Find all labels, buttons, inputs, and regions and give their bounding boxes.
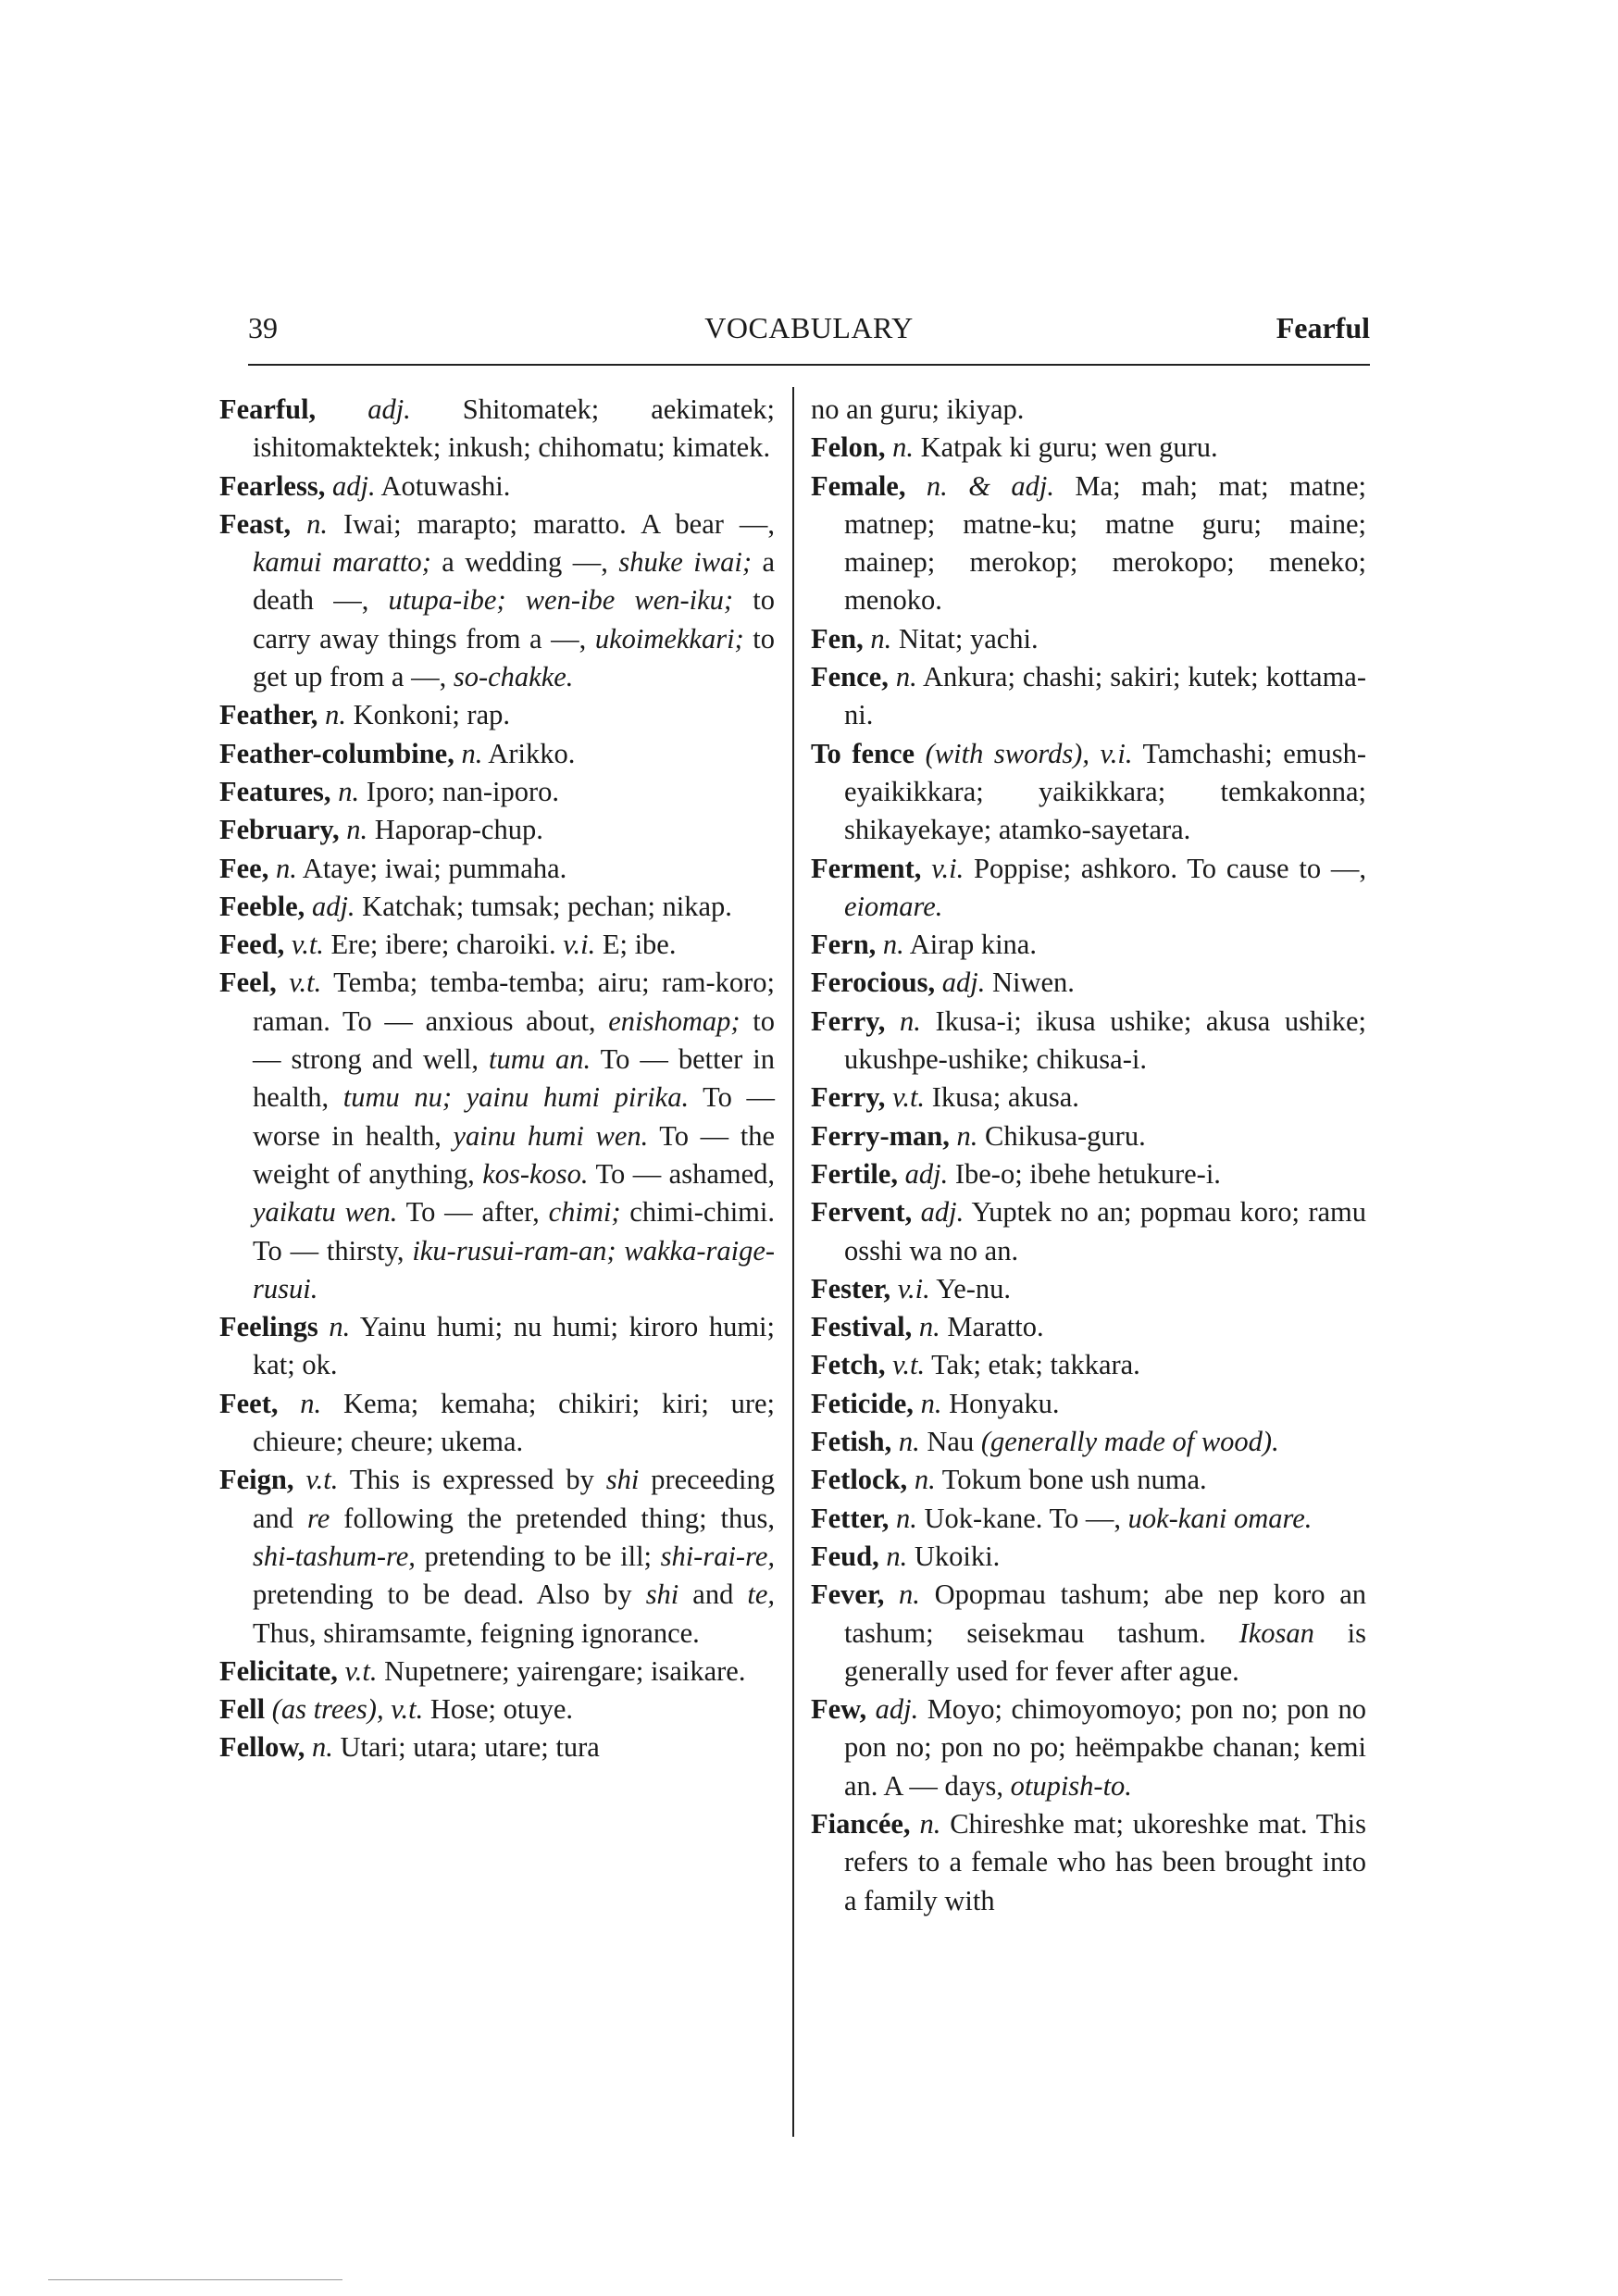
headword: Feeble, (219, 890, 305, 922)
dictionary-entry (811, 391, 1366, 429)
definition-text: To — after, (397, 1196, 549, 1229)
definition-text: Nau (927, 1426, 981, 1458)
definition-text: Honyaku. (949, 1387, 1060, 1419)
ainu-phrase: kamui maratto; (253, 546, 431, 579)
definition-text: Maratto. (947, 1311, 1044, 1343)
definition-text: pretending to be dead. Also by (253, 1578, 646, 1611)
definition-text: is generally used for fever after ague. (844, 1616, 1367, 1687)
dictionary-entry (811, 964, 1366, 1002)
running-header (248, 306, 1370, 352)
definition-text: following the pretended thing; thus, (330, 1502, 775, 1534)
dictionary-entry (811, 1117, 1366, 1155)
part-of-speech: n. (329, 1311, 351, 1343)
part-of-speech: adj. (920, 1196, 965, 1229)
definition-text: Chikusa-guru. (985, 1119, 1146, 1152)
headword: Fellow, (219, 1731, 305, 1764)
definition-text: Nupetnere; yairengare; isaikare. (384, 1654, 746, 1687)
definition-text: Uok-kane. To —, (924, 1502, 1128, 1534)
headword: Felon, (811, 431, 886, 464)
part-of-speech: n. (914, 1464, 936, 1496)
definition-text: Airap kina. (909, 929, 1037, 961)
part-of-speech: n. (898, 1426, 920, 1458)
definition-text: a death —, (253, 546, 775, 617)
definition-text: Arikko. (488, 737, 576, 769)
footer-mark (48, 2279, 342, 2280)
headword: Fen, (811, 622, 864, 655)
definition-text: and (678, 1578, 748, 1611)
part-of-speech: v.i. (931, 852, 965, 884)
ainu-phrase: enishomap; (608, 1004, 741, 1037)
ainu-phrase: iku-rusui-ram-an; wakka-raige-rusui. (253, 1234, 776, 1304)
ainu-phrase: (generally made of wood). (980, 1426, 1279, 1458)
dictionary-entry (219, 1308, 775, 1385)
definition-text: Katchak; tumsak; pechan; nikap. (362, 890, 732, 922)
headword: Feet, (219, 1387, 279, 1419)
definition-text: Hose; otuye. (429, 1693, 574, 1726)
headword: Fetter, (811, 1502, 890, 1534)
part-of-speech: n. (919, 1807, 941, 1840)
dictionary-entry (219, 811, 775, 849)
running-title: VOCABULARY (704, 311, 914, 344)
dictionary-entry (219, 1385, 775, 1462)
part-of-speech: adj. (367, 393, 411, 425)
part-of-speech: n. (895, 661, 917, 693)
ainu-phrase: otupish-to. (1010, 1769, 1132, 1802)
definition-text: Ankura; chashi; sakiri; kutek; kottama-ni. (844, 661, 1367, 731)
dictionary-entry (811, 1079, 1366, 1117)
definition-text: Yainu humi; nu humi; kiroro humi; kat; ok. (253, 1311, 775, 1381)
definition-text: Opopmau tashum; abe nep koro an tashum; seisekmau tashum. (844, 1578, 1367, 1649)
ainu-phrase: v.i. (563, 929, 596, 961)
part-of-speech: n. (882, 929, 904, 961)
part-of-speech: (as trees), v.t. (271, 1693, 424, 1726)
dictionary-entry (811, 1461, 1366, 1499)
definition-text: Ukoiki. (914, 1540, 1001, 1572)
part-of-speech: n. (346, 814, 368, 846)
dictionary-entry (811, 620, 1366, 658)
definition-text: pretending to be ill; (415, 1540, 661, 1572)
dictionary-entry (811, 1003, 1366, 1079)
headword: Fearless, (219, 469, 326, 502)
headword: Feelings (219, 1311, 318, 1343)
definition-text: This is expressed by (349, 1464, 606, 1496)
definition-text: Konkoni; rap. (353, 699, 510, 731)
headword: Few, (811, 1693, 867, 1726)
definition-text: Shitomatek; aekimatek; ishitomaktektek; inkush; chihomatu; kimatek. (253, 393, 775, 464)
dictionary-entry (811, 429, 1366, 467)
dictionary-entry (219, 1461, 775, 1652)
definition-text: Aotuwashi. (380, 469, 511, 502)
headword: Feel, (219, 967, 277, 999)
definition-text: Tak; etak; takkara. (931, 1349, 1140, 1381)
definition-text: Tokum bone ush numa. (941, 1464, 1207, 1496)
headword: To fence (811, 737, 915, 769)
headword: Fell (219, 1693, 266, 1726)
dictionary-entry (811, 658, 1366, 735)
dictionary-entry (219, 468, 775, 505)
ainu-phrase: Ikosan (1238, 1616, 1314, 1649)
ainu-phrase: re (307, 1502, 330, 1534)
dictionary-entry (219, 1691, 775, 1728)
dictionary-entry (219, 926, 775, 964)
headword: Feather-columbine, (219, 737, 454, 769)
part-of-speech: v.t. (892, 1349, 926, 1381)
header-rule (248, 364, 1370, 366)
headword: Fetch, (811, 1349, 886, 1381)
part-of-speech: adj. (331, 469, 376, 502)
dictionary-entry (811, 1576, 1366, 1691)
dictionary-entry (219, 391, 775, 468)
dictionary-entry (811, 1308, 1366, 1346)
headword: Festival, (811, 1311, 913, 1343)
headword: Fervent, (811, 1196, 913, 1229)
part-of-speech: n. (338, 775, 360, 807)
definition-text: Ataye; iwai; pummaha. (302, 852, 567, 884)
part-of-speech: n. (886, 1540, 908, 1572)
dictionary-entry (219, 773, 775, 811)
dictionary-entry (811, 735, 1366, 850)
headword: Ferment, (811, 852, 922, 884)
definition-text: Thus, shiramsamte, feigning ignorance. (253, 1616, 700, 1649)
headword: Feather, (219, 699, 318, 731)
part-of-speech: v.t. (892, 1081, 926, 1114)
definition-text: Moyo; chimoyomoyo; pon no; pon no pon no; pon no po; heëmpakbe chanan; kemi an. A — days, (844, 1693, 1367, 1802)
part-of-speech: (with swords), v.i. (925, 737, 1133, 769)
ainu-phrase: chimi; (548, 1196, 621, 1229)
dictionary-entry (219, 964, 775, 1308)
definition-text: Tamchashi; emush-eyaikikkara; yaikikkara; temkakonna; shikayekaye; atamko-sayetara. (844, 737, 1367, 846)
definition-text: Poppise; ashkoro. To cause to —, (974, 852, 1366, 884)
definition-text: To — worse in health, (253, 1081, 776, 1152)
headword: Felicitate, (219, 1654, 338, 1687)
dictionary-entry (811, 468, 1366, 620)
dictionary-entry (811, 1270, 1366, 1308)
part-of-speech: n. (892, 431, 914, 464)
ainu-phrase: shi (645, 1578, 679, 1611)
dictionary-entry (219, 850, 775, 888)
definition-text: Temba; temba-temba; airu; ram-koro; raman. To — anxious about, (253, 967, 775, 1037)
dictionary-entry (811, 1193, 1366, 1270)
ainu-phrase: utupa-ibe; wen-ibe wen-iku; (388, 584, 734, 617)
headword: Features, (219, 775, 331, 807)
part-of-speech: adj. (941, 967, 986, 999)
headword: Fiancée, (811, 1807, 911, 1840)
ainu-phrase: yaikatu wen. (253, 1196, 398, 1229)
part-of-speech: n. (275, 852, 297, 884)
headword: Female, (811, 469, 906, 502)
definition-text: Iporo; nan-iporo. (366, 775, 560, 807)
headword: Fever, (811, 1578, 885, 1611)
right-column (811, 391, 1366, 1920)
ainu-phrase: te, (747, 1578, 775, 1611)
dictionary-entry (811, 1346, 1366, 1384)
headword: Fern, (811, 929, 877, 961)
definition-text: To — the weight of anything, (253, 1119, 775, 1190)
part-of-speech: n. (956, 1119, 978, 1152)
part-of-speech: n. (920, 1387, 942, 1419)
ainu-phrase: kos-koso. (482, 1157, 589, 1190)
ainu-phrase: shi-rai-re, (660, 1540, 775, 1572)
dictionary-entry (219, 888, 775, 926)
dictionary-entry (811, 926, 1366, 964)
part-of-speech: n. (896, 1502, 917, 1534)
definition-text: no an guru; ikiyap. (811, 393, 1025, 425)
part-of-speech: v.t. (289, 967, 322, 999)
dictionary-entry (219, 696, 775, 734)
ainu-phrase: shi (605, 1464, 640, 1496)
headword: February, (219, 814, 340, 846)
guide-word: Fearful (1276, 311, 1370, 344)
dictionary-entry (811, 1538, 1366, 1576)
definition-text: Kema; kemaha; chikiri; kiri; ure; chieure; cheure; ukema. (253, 1387, 775, 1458)
dictionary-entry (811, 850, 1366, 927)
page-number: 39 (248, 311, 278, 344)
headword: Fence, (811, 661, 889, 693)
part-of-speech: n. (325, 699, 346, 731)
part-of-speech: adj. (875, 1693, 919, 1726)
headword: Fee, (219, 852, 269, 884)
part-of-speech: n. (300, 1387, 322, 1419)
definition-text: Utari; utara; utare; tura (340, 1731, 600, 1764)
ainu-phrase: shi-tashum-re, (253, 1540, 416, 1572)
definition-text: Iwai; marapto; maratto. A bear —, (342, 507, 776, 540)
headword: Feast, (219, 507, 292, 540)
dictionary-entry (219, 1728, 775, 1766)
part-of-speech: n. & adj. (926, 469, 1054, 502)
definition-text: to — strong and well, (253, 1004, 775, 1076)
definition-text: preceeding and (253, 1464, 776, 1534)
headword: Ferocious, (811, 967, 936, 999)
part-of-speech: v.t. (305, 1464, 339, 1496)
definition-text: to carry away things from a —, (253, 584, 775, 655)
ainu-phrase: tumu an. (488, 1043, 591, 1076)
definition-text: Katpak ki guru; wen guru. (920, 431, 1218, 464)
definition-text: Ikusa-i; ikusa ushike; akusa ushike; ukushpe-ushike; chikusa-i. (844, 1004, 1367, 1076)
ainu-phrase: shuke iwai; (618, 546, 752, 579)
part-of-speech: adj. (311, 890, 355, 922)
headword: Fetish, (811, 1426, 892, 1458)
ainu-phrase: yainu humi wen. (453, 1119, 649, 1152)
headword: Fetlock, (811, 1464, 908, 1496)
part-of-speech: v.t. (291, 929, 324, 961)
ainu-phrase: so-chakke. (453, 661, 574, 693)
definition-text: Ibe-o; ibehe hetukure-i. (954, 1157, 1221, 1190)
part-of-speech: n. (870, 622, 892, 655)
definition-text: Ikusa; akusa. (931, 1081, 1079, 1114)
definition-text: to get up from a —, (253, 622, 775, 693)
part-of-speech: n. (306, 507, 328, 540)
part-of-speech: n. (461, 737, 483, 769)
headword: Feticide, (811, 1387, 914, 1419)
dictionary-entry (811, 1500, 1366, 1538)
ainu-phrase: eiomare. (844, 890, 943, 922)
headword: Fearful, (219, 393, 317, 425)
part-of-speech: n. (918, 1311, 940, 1343)
definition-text: Ma; mah; mat; matne; matnep; matne-ku; matne guru; maine; mainep; merokop; merokopo; meneko; menoko. (844, 469, 1367, 617)
dictionary-entry (219, 1653, 775, 1691)
headword: Fertile, (811, 1157, 898, 1190)
part-of-speech: n. (900, 1004, 921, 1037)
definition-text: Ye-nu. (936, 1272, 1012, 1304)
part-of-speech: adj. (904, 1157, 949, 1190)
definition-text: Ere; ibere; charoiki. (330, 929, 564, 961)
dictionary-entry (811, 1691, 1366, 1805)
dictionary-entry (219, 735, 775, 773)
headword: Feed, (219, 929, 285, 961)
dictionary-entry (811, 1155, 1366, 1193)
dictionary-entry (811, 1805, 1366, 1920)
left-column (219, 391, 775, 1767)
part-of-speech: v.i. (897, 1272, 930, 1304)
definition-text: Chireshke mat; ukoreshke mat. This refers to a female who has been brought into a family with (844, 1807, 1367, 1916)
dictionary-entry (811, 1423, 1366, 1461)
headword: Fester, (811, 1272, 891, 1304)
part-of-speech: n. (899, 1578, 920, 1611)
ainu-phrase: uok-kani omare. (1127, 1502, 1313, 1534)
ainu-phrase: ukoimekkari; (594, 622, 744, 655)
definition-text: Haporap-chup. (374, 814, 543, 846)
ainu-phrase: tumu nu; yainu humi pirika. (342, 1081, 690, 1114)
definition-text: Niwen. (991, 967, 1075, 999)
definition-text: chimi-chimi. To — thirsty, (253, 1196, 775, 1267)
part-of-speech: v.t. (344, 1654, 378, 1687)
headword: Ferry-man, (811, 1119, 950, 1152)
dictionary-entry (811, 1385, 1366, 1423)
column-divider (792, 387, 794, 2137)
definition-text: To — better in health, (253, 1043, 775, 1114)
definition-text: E; ibe. (595, 929, 677, 961)
headword: Ferry, (811, 1081, 886, 1114)
headword: Feud, (811, 1540, 879, 1572)
definition-text: Nitat; yachi. (898, 622, 1039, 655)
headword: Ferry, (811, 1004, 886, 1037)
definition-text: To — ashamed, (588, 1157, 776, 1190)
headword: Feign, (219, 1464, 294, 1496)
dictionary-entry (219, 505, 775, 696)
definition-text: Yuptek no an; popmau koro; ramu osshi wa no an. (844, 1196, 1366, 1267)
definition-text: a wedding —, (430, 546, 619, 579)
part-of-speech: n. (311, 1731, 333, 1764)
